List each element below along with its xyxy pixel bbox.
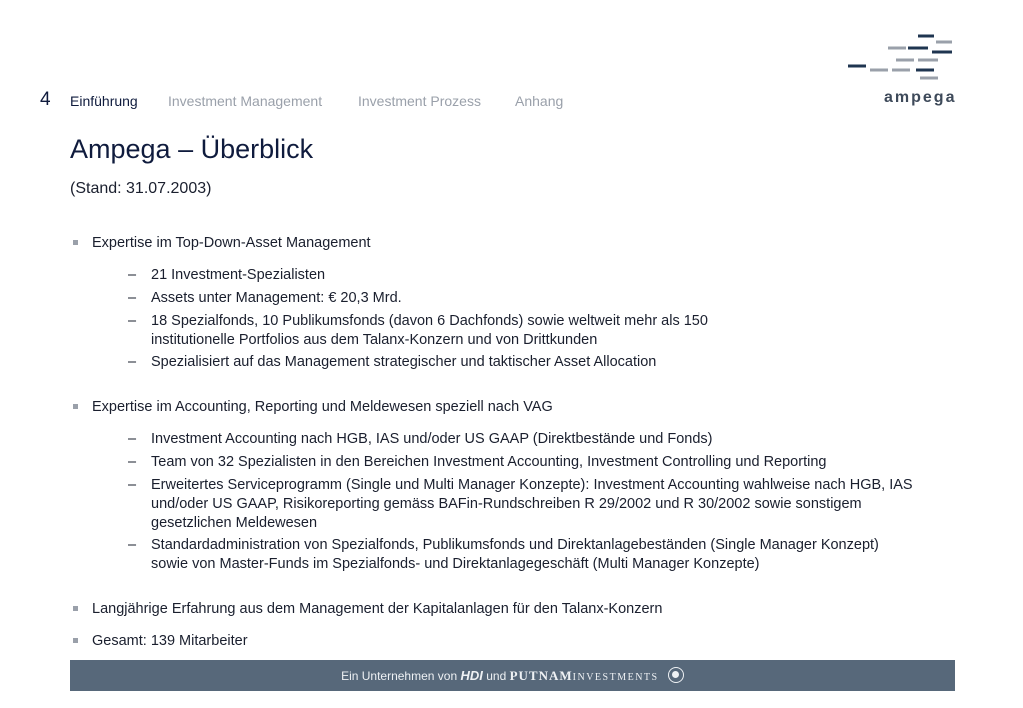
sub-text: Investment Accounting nach HGB, IAS und/oder US GAAP (Direktbestände und Fonds) [151, 431, 713, 447]
page-subtitle: (Stand: 31.07.2003) [70, 180, 212, 197]
bullet-square-icon [73, 606, 78, 611]
dash-icon: – [128, 537, 137, 553]
page-number: 4 [40, 89, 51, 110]
dash-icon: – [128, 313, 137, 329]
footer-prefix: Ein Unternehmen von [341, 669, 458, 683]
putnam-seal-icon [668, 667, 684, 683]
dash-icon: – [128, 454, 137, 470]
sub-text: Assets unter Management: € 20,3 Mrd. [151, 290, 402, 306]
bullet-text: Gesamt: 139 Mitarbeiter [92, 633, 248, 649]
sub-text: Team von 32 Spezialisten in den Bereichen Investment Accounting, Investment Controlling und Reporting [151, 454, 827, 470]
sub-text: 18 Spezialfonds, 10 Publikumsfonds (davon 6 Dachfonds) sowie weltweit mehr als 150 institutionelle Portfolios aus dem Talanx-Konzern und von Drittkunden [151, 313, 708, 348]
dash-icon: – [128, 267, 137, 283]
dash-icon: – [128, 431, 137, 447]
bullet-square-icon [73, 638, 78, 643]
bullet-text: Expertise im Accounting, Reporting und Meldewesen speziell nach VAG [92, 399, 553, 415]
sub-text: Erweitertes Serviceprogramm (Single und Multi Manager Konzepte): Investment Accounting wahlweise nach HGB, IAS und/oder US GAAP, Risikoreporting gemäss BAFin-Rundschreiben R 29/2002 und R 30/2002 sowie sonstigem gesetzlichen Meldewesen [151, 477, 913, 531]
page-title: Ampega – Überblick [70, 134, 314, 164]
dash-icon: – [128, 290, 137, 306]
dash-icon: – [128, 477, 137, 493]
logo-text: ampega [884, 89, 957, 106]
sub-text: Spezialisiert auf das Management strategischer und taktischer Asset Allocation [151, 354, 657, 370]
footer-brand-hdi: HDI [460, 668, 483, 683]
bullet-square-icon [73, 404, 78, 409]
footer-brand-putnam: PUTNAM [509, 668, 573, 683]
nav-item-einfuehrung[interactable]: Einführung [70, 93, 138, 109]
bullet-text: Expertise im Top-Down-Asset Management [92, 235, 371, 251]
nav-item-anhang[interactable]: Anhang [515, 93, 564, 109]
nav-item-investment-prozess[interactable]: Investment Prozess [358, 93, 481, 109]
bullet-text: Langjährige Erfahrung aus dem Management der Kapitalanlagen für den Talanx-Konzern [92, 601, 663, 617]
sub-text: Standardadministration von Spezialfonds, Publikumsfonds und Direktanlagebeständen (Single Manager Konzept) sowie von Master-Funds im Spezialfonds- und Direktanlagegeschäft (Multi Manager Konzepte) [151, 537, 879, 572]
nav-item-investment-management[interactable]: Investment Management [168, 93, 323, 109]
sub-text: 21 Investment-Spezialisten [151, 267, 326, 283]
dash-icon: – [128, 354, 137, 370]
footer-bar [70, 660, 955, 691]
bullet-square-icon [73, 240, 78, 245]
footer-brand-investments: INVESTMENTS [572, 672, 659, 683]
footer-conj: und [486, 669, 507, 683]
footer-text [70, 667, 955, 684]
